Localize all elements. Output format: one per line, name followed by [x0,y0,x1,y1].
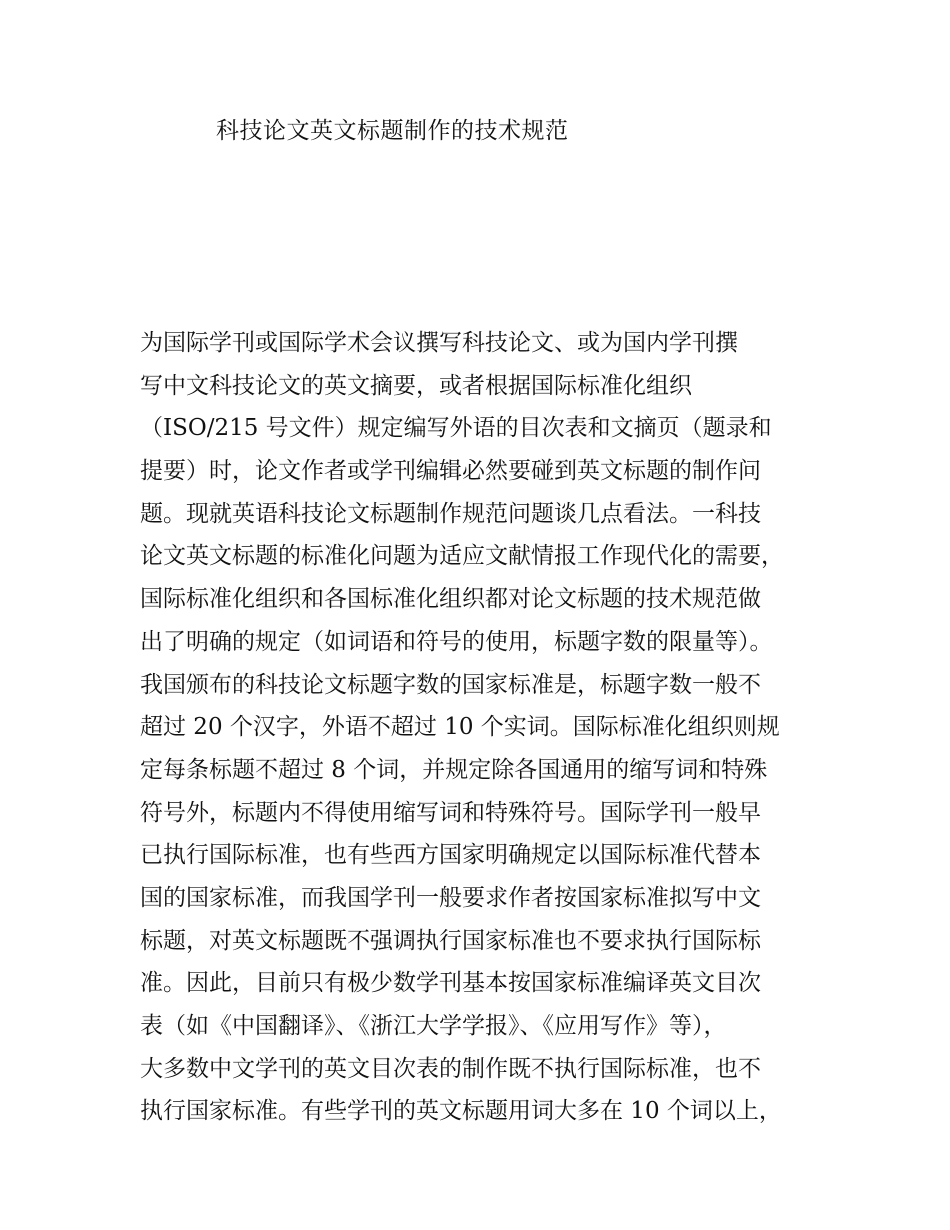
paragraph-line: 超过 20 个汉字，外语不超过 10 个实词。国际标准化组织则规 [140,714,780,741]
paragraph-line: 提要）时，论文作者或学刊编辑必然要碰到英文标题的制作问 [140,458,761,485]
paragraph-line: 标题，对英文标题既不强调执行国家标准也不要求执行国际标 [140,927,761,954]
paragraph-line: （ISO/215 号文件）规定编写外语的目次表和文摘页（题录和 [140,415,772,442]
paragraph-line: 符号外，标题内不得使用缩写词和特殊符号。国际学刊一般早 [140,799,761,826]
body-paragraph [140,322,840,1133]
paragraph-line: 题。现就英语科技论文标题制作规范问题谈几点看法。一科技 [140,500,761,527]
paragraph-line: 大多数中文学刊的英文目次表的制作既不执行国际标准，也不 [140,1055,761,1082]
paragraph-line: 我国颁布的科技论文标题字数的国家标准是，标题字数一般不 [140,671,761,698]
paragraph-line: 为国际学刊或国际学术会议撰写科技论文、或为国内学刊撰 [140,330,738,356]
paragraph-line: 定每条标题不超过 8 个词，并规定除各国通用的缩写词和特殊 [140,756,768,783]
document-title: 科技论文英文标题制作的技术规范 [216,118,569,144]
paragraph-line: 已执行国际标准，也有些西方国家明确规定以国际标准代替本 [140,842,761,869]
paragraph-line: 国的国家标准，而我国学刊一般要求作者按国家标准拟写中文 [140,884,761,911]
paragraph-line: 表（如《中国翻译》、《浙江大学学报》、《应用写作》等）， [140,1013,727,1039]
paragraph-line: 出了明确的规定（如词语和符号的使用，标题字数的限量等）。 [140,628,773,655]
paragraph-line: 论文英文标题的标准化问题为适应文献情报工作现代化的需要， [140,543,784,570]
paragraph-line: 国际标准化组织和各国标准化组织都对论文标题的技术规范做 [140,586,761,613]
paragraph-line: 写中文科技论文的英文摘要，或者根据国际标准化组织 [140,372,692,399]
paragraph-line: 准。因此，目前只有极少数学刊基本按国家标准编译英文目次 [140,970,761,997]
paragraph-line: 执行国家标准。有些学刊的英文标题用词大多在 10 个词以上， [140,1098,782,1125]
